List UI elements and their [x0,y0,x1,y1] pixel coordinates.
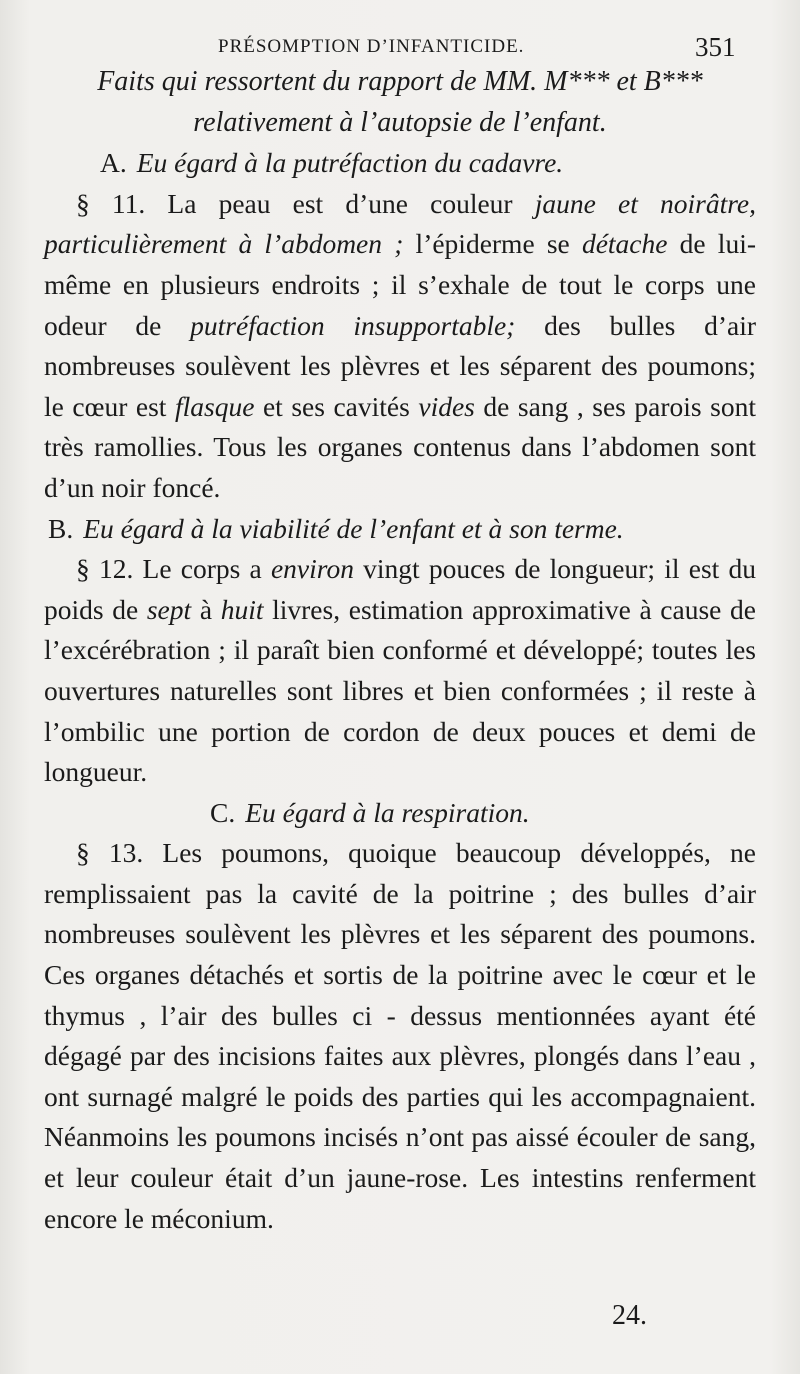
paragraph-12 [44,549,756,793]
page-number: 351 [695,32,736,62]
subheading-c [44,793,756,834]
section-heading-line-2: relativement à l’autopsie de l’enfant. [193,106,607,138]
para-12-text: § 12. Le corps a [76,553,271,585]
subheading-b-title: Eu égard à la viabilité de l’enfant et à son terme. [83,512,624,544]
paragraph-13: § 13. Les poumons, quoique beaucoup développés, ne remplissaient pas la cavité de la poitrine ; des bulles d’air nombreuses soulèvent les plèvres et les séparent des poumons. Ces organes détachés et sortis de la poitrine avec le cœur et le thymus , l’air des bulles ci - dessus mentionnées ayant été dégagé par des incisions faites aux plèvres, plongés dans l’eau , ont surnagé malgré le poids des parties qui les accompagnaient. Néanmoins les poumons incisés n’ont pas aissé écouler de sang, et leur couleur était d’un jaune-rose. Les intestins renferment encore le méconium. [44,837,756,1234]
subheading-a-letter: A. [100,147,127,179]
para-11-italic: détache [581,228,668,260]
para-11-text: des bulles d’air nombreuses soulèvent les plèvres et les séparent des poumons; le cœur est [44,309,756,422]
section-heading-line-1: Faits qui ressortent du rapport de MM. M*** et B*** [97,66,703,97]
subheading-b [44,509,756,550]
subheading-b-letter: B. [48,512,74,544]
signature-mark: 24. [612,1300,647,1331]
running-title: PRÉSOMPTION D’INFANTICIDE. [218,36,525,57]
subheading-a-title: Eu égard à la putréfaction du cadavre. [136,147,564,179]
subheading-c-title: Eu égard à la respiration. [245,796,530,828]
paragraph-11 [44,184,756,509]
para-12-italic: environ [270,553,354,585]
para-11-italic: jaune et noirâtre, particulièrement à l’abdomen ; [44,187,756,260]
para-11-text: § 11. La peau est d’une couleur [76,187,535,219]
para-12-text: livres, estimation approximative à cause de l’excérébration ; il paraît bien conformé et développé; toutes les ouvertures naturelles sont libres et bien conformées ; il reste à l’ombilic une portion de cordon de deux pouces et demi de longueur. [44,593,756,788]
para-12-italic: huit [220,593,264,625]
para-11-italic: flasque [174,390,255,422]
para-11-italic: putréfaction insupportable; [190,309,516,341]
subheading-c-letter: C. [210,796,236,828]
para-11-text: de sang , ses parois sont très ramollies. Tous les organes contenus dans l’abdomen sont d’un noir foncé. [44,390,756,503]
para-11-text: l’épiderme se [403,228,582,260]
para-11-italic: vides [418,390,475,422]
para-12-italic: sept [146,593,192,625]
page-body [44,62,756,1239]
para-11-text: de lui-même en plusieurs endroits ; il s’exhale de tout le corps une odeur de [44,228,756,341]
para-12-text: vingt pouces de longueur; il est du poids de [44,553,757,625]
para-11-text: et ses cavités [254,390,419,422]
para-12-text: à [191,593,221,625]
section-heading [44,62,756,143]
subheading-a [44,143,756,184]
